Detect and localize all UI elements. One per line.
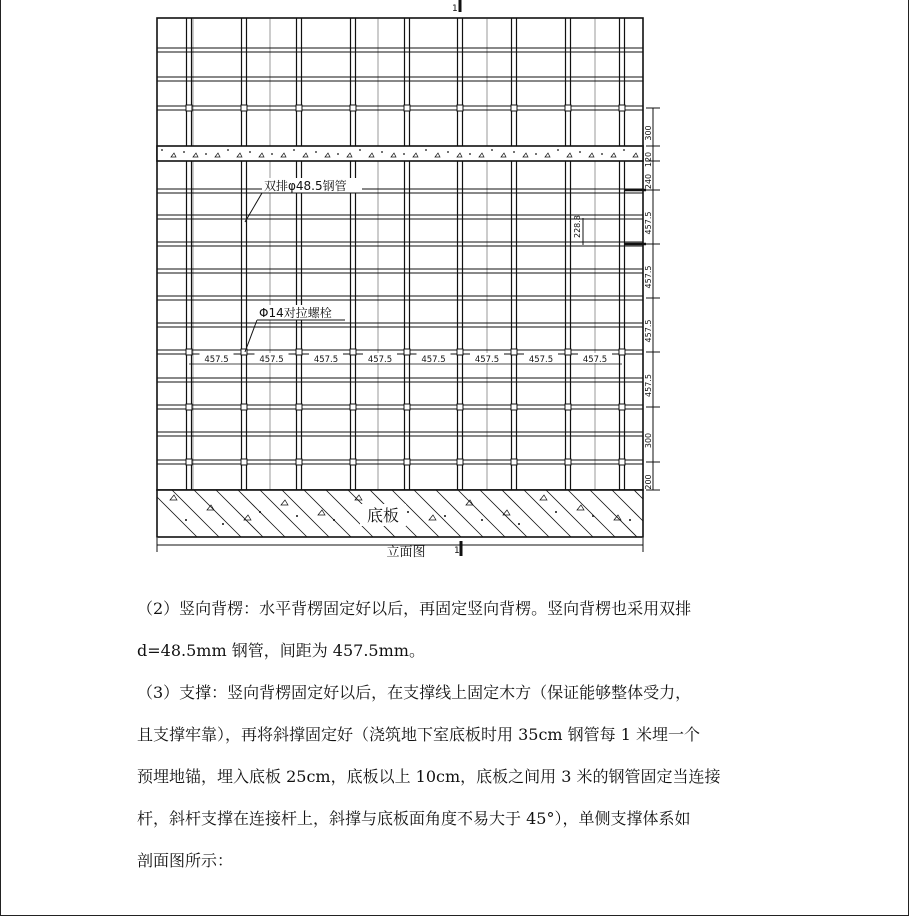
slab-aggregate-dot bbox=[296, 515, 298, 517]
tie-bolt-node bbox=[241, 459, 247, 465]
beam-hatch-dot bbox=[403, 153, 405, 155]
tie-bolt-node bbox=[350, 349, 356, 355]
tie-bolt-node bbox=[350, 404, 356, 410]
tie-bolt-node bbox=[619, 105, 625, 111]
body-text bbox=[137, 588, 797, 882]
side-dimension-value: 240 bbox=[644, 173, 653, 190]
beam-hatch-dot bbox=[315, 151, 317, 153]
tie-bolt-node bbox=[186, 349, 192, 355]
tie-bolt-node bbox=[296, 105, 302, 111]
inner-dimension-value: 228.8 bbox=[573, 215, 582, 238]
tie-bolt-node bbox=[404, 349, 410, 355]
spacing-label: 457.5 bbox=[367, 355, 393, 365]
tie-bolt-node bbox=[457, 404, 463, 410]
tie-bolt-node bbox=[241, 105, 247, 111]
beam-hatch-dot bbox=[601, 153, 603, 155]
side-dimension-value: 457.5 bbox=[644, 211, 653, 235]
body-line: 剖面图所示： bbox=[137, 851, 234, 870]
body-line: d=48.5mm 钢管，间距为 457.5mm。 bbox=[137, 641, 425, 660]
side-dimension-chain bbox=[644, 108, 660, 490]
tie-bolt-node bbox=[457, 349, 463, 355]
slab-aggregate-dot bbox=[444, 515, 446, 517]
side-dimension-value: 120 bbox=[644, 151, 653, 168]
pipe-callout-label: 双排φ48.5钢管 bbox=[264, 179, 347, 193]
bolt-callout-label: Φ14对拉螺栓 bbox=[259, 306, 332, 320]
slab-aggregate-dot bbox=[518, 523, 520, 525]
beam-hatch-dot bbox=[381, 151, 383, 153]
spacing-label: 457.5 bbox=[313, 355, 339, 365]
body-line: （2）竖向背楞：水平背楞固定好以后，再固定竖向背楞。竖向背楞也采用双排 bbox=[137, 599, 692, 618]
side-dimension-value: 300 bbox=[644, 125, 653, 141]
beam-hatch-dot bbox=[447, 151, 449, 153]
slab-aggregate-dot bbox=[259, 511, 261, 513]
slab-aggregate-dot bbox=[185, 519, 187, 521]
beam-hatch-dot bbox=[183, 151, 185, 153]
beam-hatch-dot bbox=[271, 153, 273, 155]
beam-hatch-dot bbox=[623, 149, 625, 151]
slab-aggregate-dot bbox=[555, 511, 557, 513]
tie-bolt-node bbox=[296, 459, 302, 465]
tie-bolt-node bbox=[404, 105, 410, 111]
beam-hatch-dot bbox=[337, 153, 339, 155]
slab-aggregate-dot bbox=[222, 523, 224, 525]
spacing-label: 457.5 bbox=[528, 355, 554, 365]
tie-bolt-node bbox=[511, 105, 517, 111]
body-line: 且支撑牢靠），再将斜撑固定好（浇筑地下室底板时用 35cm 钢管每 1 米埋一个 bbox=[137, 725, 701, 744]
tie-bolt-node bbox=[296, 404, 302, 410]
tie-bolt-node bbox=[565, 459, 571, 465]
tie-bolt-node bbox=[186, 459, 192, 465]
beam-hatch-dot bbox=[469, 153, 471, 155]
tie-bolt-node bbox=[565, 105, 571, 111]
tie-bolt-node bbox=[619, 459, 625, 465]
side-dimension-value: 200 bbox=[644, 474, 653, 490]
beam-hatch-dot bbox=[535, 153, 537, 155]
spacing-label: 457.5 bbox=[421, 355, 446, 365]
tie-bolt-node bbox=[511, 404, 517, 410]
beam-hatch-dot bbox=[227, 149, 229, 151]
beam-hatch-dot bbox=[293, 149, 295, 151]
spacing-label: 457.5 bbox=[204, 355, 229, 365]
tie-bolt-node bbox=[565, 349, 571, 355]
tie-bolt-node bbox=[404, 459, 410, 465]
side-dimension-value: 300 bbox=[644, 432, 653, 449]
section-mark-top-number: 1 bbox=[452, 4, 458, 14]
tie-bolt-node bbox=[186, 105, 192, 111]
formwork-grid bbox=[157, 18, 643, 490]
tie-bolt-node bbox=[457, 459, 463, 465]
tie-bolt-node bbox=[565, 404, 571, 410]
body-line: （3）支撑：竖向背楞固定好以后，在支撑线上固定木方（保证能够整体受力， bbox=[137, 683, 692, 702]
spacing-label: 457.5 bbox=[582, 355, 608, 365]
tie-bolt-node bbox=[350, 459, 356, 465]
spacing-label: 457.5 bbox=[474, 355, 500, 365]
tie-bolt-node bbox=[457, 105, 463, 111]
slab-aggregate-dot bbox=[407, 511, 409, 513]
slab-aggregate-dot bbox=[481, 519, 483, 521]
tie-bolt-node bbox=[511, 459, 517, 465]
view-title: 立面图 bbox=[386, 545, 426, 560]
floor-label: 底板 bbox=[366, 506, 400, 525]
tie-bolt-node bbox=[619, 404, 625, 410]
tie-bolt-node bbox=[511, 349, 517, 355]
slab-aggregate-dot bbox=[629, 519, 631, 521]
beam-hatch-dot bbox=[491, 149, 493, 151]
tie-bolt-node bbox=[404, 404, 410, 410]
beam-hatch-dot bbox=[425, 149, 427, 151]
tie-bolt-node bbox=[241, 404, 247, 410]
body-line: 杆，斜杆支撑在连接杆上，斜撑与底板面角度不易大于 45°），单侧支撑体系如 bbox=[137, 809, 691, 828]
tie-bolt-node bbox=[619, 349, 625, 355]
beam-hatch-dot bbox=[205, 153, 207, 155]
body-line: 预埋地锚，埋入底板 25cm，底板以上 10cm，底板之间用 3 米的钢管固定当连接 bbox=[137, 767, 721, 786]
beam-hatch-dot bbox=[161, 149, 163, 151]
beam-hatch-dot bbox=[557, 149, 559, 151]
tie-bolt-node bbox=[350, 105, 356, 111]
side-dimension-value: 457.5 bbox=[644, 265, 653, 289]
tie-bolt-node bbox=[296, 349, 302, 355]
slab-aggregate-dot bbox=[333, 519, 335, 521]
spacing-label: 457.5 bbox=[259, 355, 284, 365]
side-dimension-value: 457.5 bbox=[644, 374, 653, 397]
slab-aggregate-dot bbox=[592, 515, 594, 517]
beam-hatch-dot bbox=[249, 151, 251, 153]
beam-hatch-dot bbox=[359, 149, 361, 151]
beam-hatch-dot bbox=[579, 151, 581, 153]
tie-bolt-node bbox=[186, 404, 192, 410]
beam-hatch-dot bbox=[513, 151, 515, 153]
pipe-callout-leader bbox=[245, 193, 262, 222]
section-mark-bottom-number: 1 bbox=[454, 546, 460, 556]
side-dimension-value: 457.5 bbox=[644, 319, 653, 343]
